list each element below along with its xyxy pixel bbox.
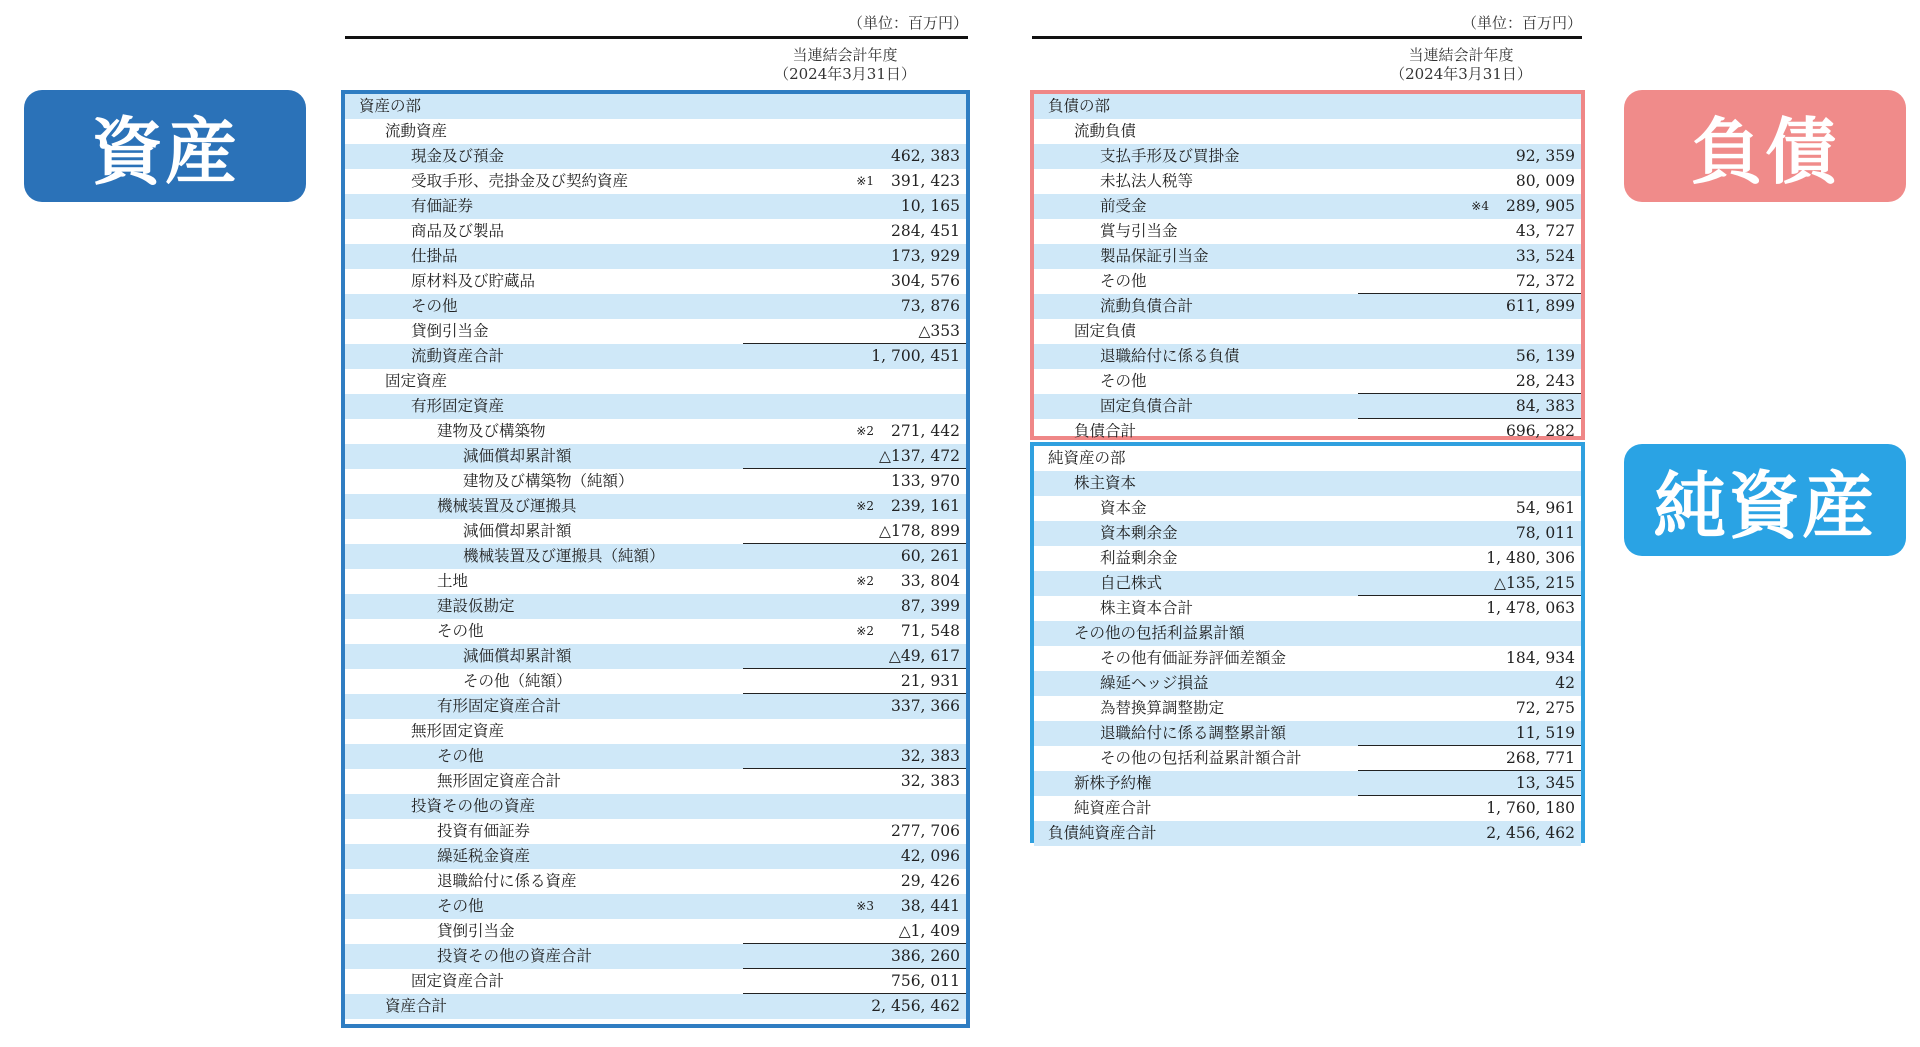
row-label: 有形固定資産合計 (437, 697, 562, 715)
top-rule-left (345, 36, 968, 39)
row-value: 28, 243 (1515, 372, 1575, 390)
table-row (345, 419, 966, 444)
table-row (1034, 621, 1581, 646)
row-value: 42 (1555, 674, 1575, 692)
row-label: 資本金 (1100, 499, 1147, 517)
table-row (345, 544, 966, 569)
assets-badge: 資産 (24, 90, 306, 202)
table-row (345, 369, 966, 394)
table-row (345, 319, 966, 344)
row-label: 資本剰余金 (1100, 524, 1178, 542)
row-value: 43, 727 (1515, 222, 1575, 240)
row-label: 原材料及び貯蔵品 (411, 272, 536, 290)
row-label: 未払法人税等 (1100, 172, 1194, 190)
row-note: ※1 (856, 174, 874, 188)
row-label: 減価償却累計額 (463, 447, 572, 465)
table-row (345, 719, 966, 744)
period-header-left (740, 46, 950, 84)
row-note: ※2 (856, 574, 874, 588)
table-row (345, 494, 966, 519)
row-label: 無形固定資産 (411, 722, 505, 740)
table-row (1034, 446, 1581, 471)
row-value: 1, 478, 063 (1486, 599, 1575, 617)
row-note: ※3 (856, 899, 874, 913)
table-row (345, 869, 966, 894)
row-label: 減価償却累計額 (463, 522, 572, 540)
period-line1: 当連結会計年度 (1408, 46, 1514, 64)
table-row (345, 794, 966, 819)
row-value: 304, 576 (890, 272, 960, 290)
table-row (345, 644, 966, 669)
table-row (345, 994, 966, 1019)
row-value: △137, 472 (879, 447, 960, 465)
row-label: 新株予約権 (1074, 774, 1152, 792)
table-row (345, 694, 966, 719)
table-row (345, 219, 966, 244)
row-note: ※4 (1471, 199, 1489, 213)
row-value: 92, 359 (1515, 147, 1575, 165)
table-row (345, 94, 966, 119)
row-value: 277, 706 (890, 822, 960, 840)
row-value: 386, 260 (890, 947, 960, 965)
row-value: 87, 399 (900, 597, 960, 615)
table-row (345, 669, 966, 694)
row-value: 184, 934 (1505, 649, 1575, 667)
row-label: 建物及び構築物（純額） (463, 472, 634, 490)
row-value: △49, 617 (888, 647, 960, 665)
table-row (1034, 344, 1581, 369)
table-row (1034, 496, 1581, 521)
row-label: 貸倒引当金 (437, 922, 515, 940)
row-label: 投資その他の資産 (411, 797, 536, 815)
row-value: 173, 929 (890, 247, 960, 265)
row-value: 10, 165 (900, 197, 960, 215)
table-row (345, 619, 966, 644)
row-label: その他 (437, 897, 484, 915)
row-label: 機械装置及び運搬具 (437, 497, 577, 515)
table-row (1034, 746, 1581, 771)
table-row (1034, 821, 1581, 846)
row-value: 271, 442 (890, 422, 960, 440)
table-row (345, 769, 966, 794)
row-value: 72, 275 (1515, 699, 1575, 717)
row-label: 流動負債 (1074, 122, 1137, 140)
row-value: 72, 372 (1515, 272, 1575, 290)
row-value: 38, 441 (900, 897, 960, 915)
row-note: ※2 (856, 424, 874, 438)
row-value: 32, 383 (900, 747, 960, 765)
row-value: 696, 282 (1505, 422, 1575, 440)
table-row (1034, 219, 1581, 244)
row-label: 貸倒引当金 (411, 322, 489, 340)
row-label: 資産の部 (359, 97, 422, 115)
row-value: △135, 215 (1494, 574, 1575, 592)
row-label: 投資その他の資産合計 (437, 947, 593, 965)
row-value: 1, 480, 306 (1486, 549, 1575, 567)
row-label: 賞与引当金 (1100, 222, 1178, 240)
row-value: 71, 548 (900, 622, 960, 640)
row-label: 純資産の部 (1048, 449, 1126, 467)
row-label: 退職給付に係る調整累計額 (1100, 724, 1287, 742)
period-line2: （2024年3月31日） (1390, 65, 1532, 83)
row-label: 固定資産合計 (411, 972, 505, 990)
table-row (1034, 671, 1581, 696)
table-row (345, 469, 966, 494)
row-label: 負債の部 (1048, 97, 1111, 115)
row-value: △1, 409 (898, 922, 960, 940)
table-row (1034, 94, 1581, 119)
row-value: △178, 899 (879, 522, 960, 540)
table-row (1034, 244, 1581, 269)
table-row (345, 819, 966, 844)
row-value: 2, 456, 462 (871, 997, 960, 1015)
row-value: 133, 970 (890, 472, 960, 490)
table-row (1034, 571, 1581, 596)
row-label: 資産合計 (385, 997, 448, 1015)
table-row (345, 569, 966, 594)
row-label: 現金及び預金 (411, 147, 505, 165)
row-note: ※2 (856, 499, 874, 513)
row-value: 2, 456, 462 (1486, 824, 1575, 842)
row-label: 土地 (437, 572, 469, 590)
table-row (1034, 596, 1581, 621)
table-row (1034, 169, 1581, 194)
row-value: 268, 771 (1505, 749, 1575, 767)
row-label: 建設仮勘定 (437, 597, 515, 615)
row-label: 有価証券 (411, 197, 474, 215)
table-row (1034, 269, 1581, 294)
row-value: 13, 345 (1515, 774, 1575, 792)
table-row (1034, 546, 1581, 571)
table-row (345, 519, 966, 544)
table-row (345, 894, 966, 919)
table-row (345, 744, 966, 769)
table-row (345, 169, 966, 194)
row-label: 固定負債 (1074, 322, 1137, 340)
row-label: 機械装置及び運搬具（純額） (463, 547, 665, 565)
table-row (1034, 646, 1581, 671)
table-row (345, 269, 966, 294)
row-label: 建物及び構築物 (437, 422, 546, 440)
table-row (345, 344, 966, 369)
table-row (345, 444, 966, 469)
row-label: その他 (437, 747, 484, 765)
table-row (1034, 294, 1581, 319)
row-value: 73, 876 (900, 297, 960, 315)
row-value: 289, 905 (1505, 197, 1575, 215)
row-value: 1, 700, 451 (871, 347, 960, 365)
row-value: 29, 426 (900, 872, 960, 890)
assets-table (341, 90, 970, 1028)
row-label: 為替換算調整勘定 (1100, 699, 1225, 717)
row-label: 製品保証引当金 (1100, 247, 1209, 265)
table-row (1034, 471, 1581, 496)
table-row (345, 244, 966, 269)
table-row (345, 969, 966, 994)
row-value: 462, 383 (890, 147, 960, 165)
row-label: 繰延税金資産 (437, 847, 531, 865)
row-label: 商品及び製品 (411, 222, 505, 240)
row-label: その他有価証券評価差額金 (1100, 649, 1287, 667)
row-value: △353 (918, 322, 960, 340)
row-label: 自己株式 (1100, 574, 1163, 592)
row-value: 56, 139 (1515, 347, 1575, 365)
table-row (1034, 319, 1581, 344)
table-row (345, 194, 966, 219)
row-label: 投資有価証券 (437, 822, 531, 840)
table-row (1034, 419, 1581, 444)
row-value: 21, 931 (900, 672, 960, 690)
row-value: 611, 899 (1505, 297, 1575, 315)
row-label: 純資産合計 (1074, 799, 1152, 817)
period-line2: （2024年3月31日） (774, 65, 916, 83)
row-label: 仕掛品 (411, 247, 458, 265)
row-label: 流動資産 (385, 122, 448, 140)
table-row (1034, 521, 1581, 546)
period-header-right (1356, 46, 1566, 84)
table-row (1034, 194, 1581, 219)
row-label: 無形固定資産合計 (437, 772, 562, 790)
unit-label-left: （単位：百万円） (847, 14, 968, 32)
row-value: 337, 366 (890, 697, 960, 715)
row-label: 有形固定資産 (411, 397, 505, 415)
row-label: 減価償却累計額 (463, 647, 572, 665)
table-row (1034, 144, 1581, 169)
row-note: ※2 (856, 624, 874, 638)
row-value: 284, 451 (890, 222, 960, 240)
table-row (345, 394, 966, 419)
unit-label-right: （単位：百万円） (1461, 14, 1582, 32)
row-label: 株主資本合計 (1100, 599, 1194, 617)
row-label: 流動資産合計 (411, 347, 505, 365)
row-label: その他の包括利益累計額合計 (1100, 749, 1302, 767)
row-label: 支払手形及び買掛金 (1100, 147, 1240, 165)
row-value: 391, 423 (890, 172, 960, 190)
row-label: 繰延ヘッジ損益 (1100, 674, 1209, 692)
equity-badge: 純資産 (1624, 444, 1906, 556)
equity-table (1030, 442, 1585, 843)
table-row (345, 119, 966, 144)
row-value: 84, 383 (1515, 397, 1575, 415)
period-line1: 当連結会計年度 (792, 46, 898, 64)
row-label: 流動負債合計 (1100, 297, 1194, 315)
row-value: 1, 760, 180 (1486, 799, 1575, 817)
row-label: その他（純額） (463, 672, 572, 690)
table-row (1034, 369, 1581, 394)
table-row (1034, 696, 1581, 721)
table-row (1034, 721, 1581, 746)
row-value: 33, 524 (1515, 247, 1575, 265)
table-row (345, 144, 966, 169)
row-label: 負債合計 (1074, 422, 1137, 440)
row-label: 固定資産 (385, 372, 448, 390)
table-row (345, 294, 966, 319)
row-value: 32, 383 (900, 772, 960, 790)
row-value: 756, 011 (890, 972, 960, 990)
row-label: その他 (411, 297, 458, 315)
table-row (1034, 394, 1581, 419)
row-label: 退職給付に係る負債 (1100, 347, 1240, 365)
row-label: 負債純資産合計 (1048, 824, 1157, 842)
row-label: その他の包括利益累計額 (1074, 624, 1245, 642)
row-label: その他 (1100, 272, 1147, 290)
row-value: 42, 096 (900, 847, 960, 865)
table-row (345, 594, 966, 619)
top-rule-right (1032, 36, 1582, 39)
row-value: 11, 519 (1515, 724, 1575, 742)
row-label: その他 (437, 622, 484, 640)
row-value: 54, 961 (1515, 499, 1575, 517)
row-value: 80, 009 (1515, 172, 1575, 190)
row-label: 固定負債合計 (1100, 397, 1194, 415)
table-row (1034, 771, 1581, 796)
table-row (345, 944, 966, 969)
table-row (1034, 796, 1581, 821)
row-value: 239, 161 (890, 497, 960, 515)
table-row (1034, 119, 1581, 144)
table-row (345, 919, 966, 944)
row-label: 利益剰余金 (1100, 549, 1178, 567)
row-value: 78, 011 (1515, 524, 1575, 542)
row-label: その他 (1100, 372, 1147, 390)
row-label: 退職給付に係る資産 (437, 872, 577, 890)
row-value: 60, 261 (900, 547, 960, 565)
row-label: 前受金 (1100, 197, 1147, 215)
liabilities-badge: 負債 (1624, 90, 1906, 202)
row-label: 受取手形、売掛金及び契約資産 (411, 172, 629, 190)
table-row (345, 844, 966, 869)
row-value: 33, 804 (900, 572, 960, 590)
liabilities-table (1030, 90, 1585, 440)
row-label: 株主資本 (1074, 474, 1137, 492)
